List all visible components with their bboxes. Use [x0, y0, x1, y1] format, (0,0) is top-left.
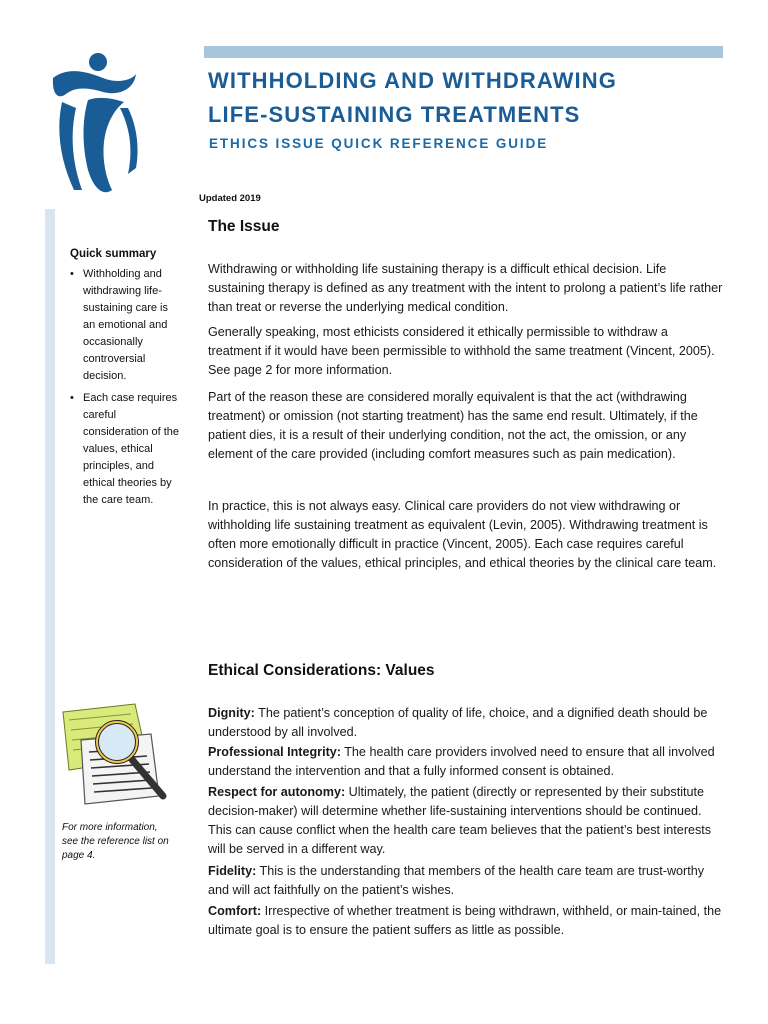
header-accent-bar — [204, 46, 723, 58]
value-item-professional-integrity — [208, 743, 724, 781]
value-term: Dignity: — [208, 706, 255, 720]
issue-paragraph-4 — [208, 497, 724, 573]
magnifying-glass-document-icon — [55, 700, 175, 810]
value-text: The patient’s conception of quality of life, choice, and a dignified death should be understood by all involved. — [208, 706, 708, 739]
value-text: Irrespective of whether treatment is being withdrawn, withheld, or main-tained, the ultimate goal is to ensure the patient suffers as little as possible. — [208, 904, 722, 937]
issue-paragraph-1 — [208, 260, 724, 317]
summary-bullet: • Each case requires careful consideration of the values, ethical principles, and ethical theories by the care team. — [70, 390, 182, 509]
value-term: Comfort: — [208, 904, 262, 918]
value-text: This is the understanding that members of the health care team are trust-worthy and will act faithfully on the patient’s wishes. — [208, 864, 705, 897]
issue-heading: The Issue — [208, 218, 280, 235]
sidebar-accent-bar — [45, 209, 55, 964]
value-text: The health care providers involved need to ensure that all involved understand the intervention and that a fully informed consent is obtained. — [208, 745, 715, 778]
value-term: Fidelity: — [208, 864, 257, 878]
issue-paragraph-2 — [208, 323, 724, 380]
paragraph: Withdrawing or withholding life sustaining therapy is a difficult ethical decision. Life sustaining therapy is defined as any treatment with the intent to prolong a patient’s life rather than treat or reverse the underlying medical condition. — [208, 262, 723, 314]
paragraph: Generally speaking, most ethicists considered it ethically permissible to withdraw a treatment if it would have been permissible to withhold the same treatment (Vincent, 2005). See page 2 for more information. — [208, 325, 715, 377]
value-item-fidelity — [208, 862, 724, 900]
reference-note: For more information, see the reference list on page 4. — [62, 822, 169, 861]
updated-date: Updated 2019 — [199, 193, 261, 204]
document-title — [208, 64, 738, 132]
value-item-dignity — [208, 704, 724, 742]
value-term: Respect for autonomy: — [208, 785, 346, 799]
values-heading: Ethical Considerations: Values — [208, 662, 435, 679]
value-text: Ultimately, the patient (directly or represented by their substitute decision-maker) will determine whether life-sustaining interventions should be continued. This can cause conflict when the health care team believes that the patient’s best interests will be served in a different way. — [208, 785, 712, 856]
values-section — [208, 662, 724, 680]
value-item-respect-for-autonomy — [208, 783, 724, 859]
title-line-1: WITHHOLDING AND WITHDRAWING — [208, 68, 617, 93]
value-item-comfort — [208, 902, 724, 940]
summary-bullet: • Withholding and withdrawing life-sustaining care is an emotional and occasionally controversial decision. — [70, 266, 182, 385]
organization-logo — [48, 50, 140, 200]
issue-section — [208, 218, 724, 236]
value-term: Professional Integrity: — [208, 745, 341, 759]
title-line-2: LIFE-SUSTAINING TREATMENTS — [208, 102, 581, 127]
paragraph: Part of the reason these are considered morally equivalent is that the act (withdrawing treatment) or omission (not starting treatment) has the same end result. Ultimately, if the patient dies, it is a result of their underlying condition, not the act, the omission, or any element of the care provided (including comfort measures such as pain medication). — [208, 390, 698, 461]
quick-summary — [70, 248, 182, 514]
paragraph: In practice, this is not always easy. Clinical care providers do not view withdrawing or withholding life sustaining treatment as equivalent (Levin, 2005). Withdrawing treatment is often more emotionally difficult in practice (Vincent, 2005). Each case requires careful consideration of the values, ethical principles, and ethical theories by the clinical care team. — [208, 499, 717, 570]
issue-paragraph-3 — [208, 388, 724, 464]
quick-summary-list — [70, 266, 182, 509]
document-subtitle: ETHICS ISSUE QUICK REFERENCE GUIDE — [209, 136, 549, 151]
quick-summary-heading: Quick summary — [70, 248, 157, 260]
